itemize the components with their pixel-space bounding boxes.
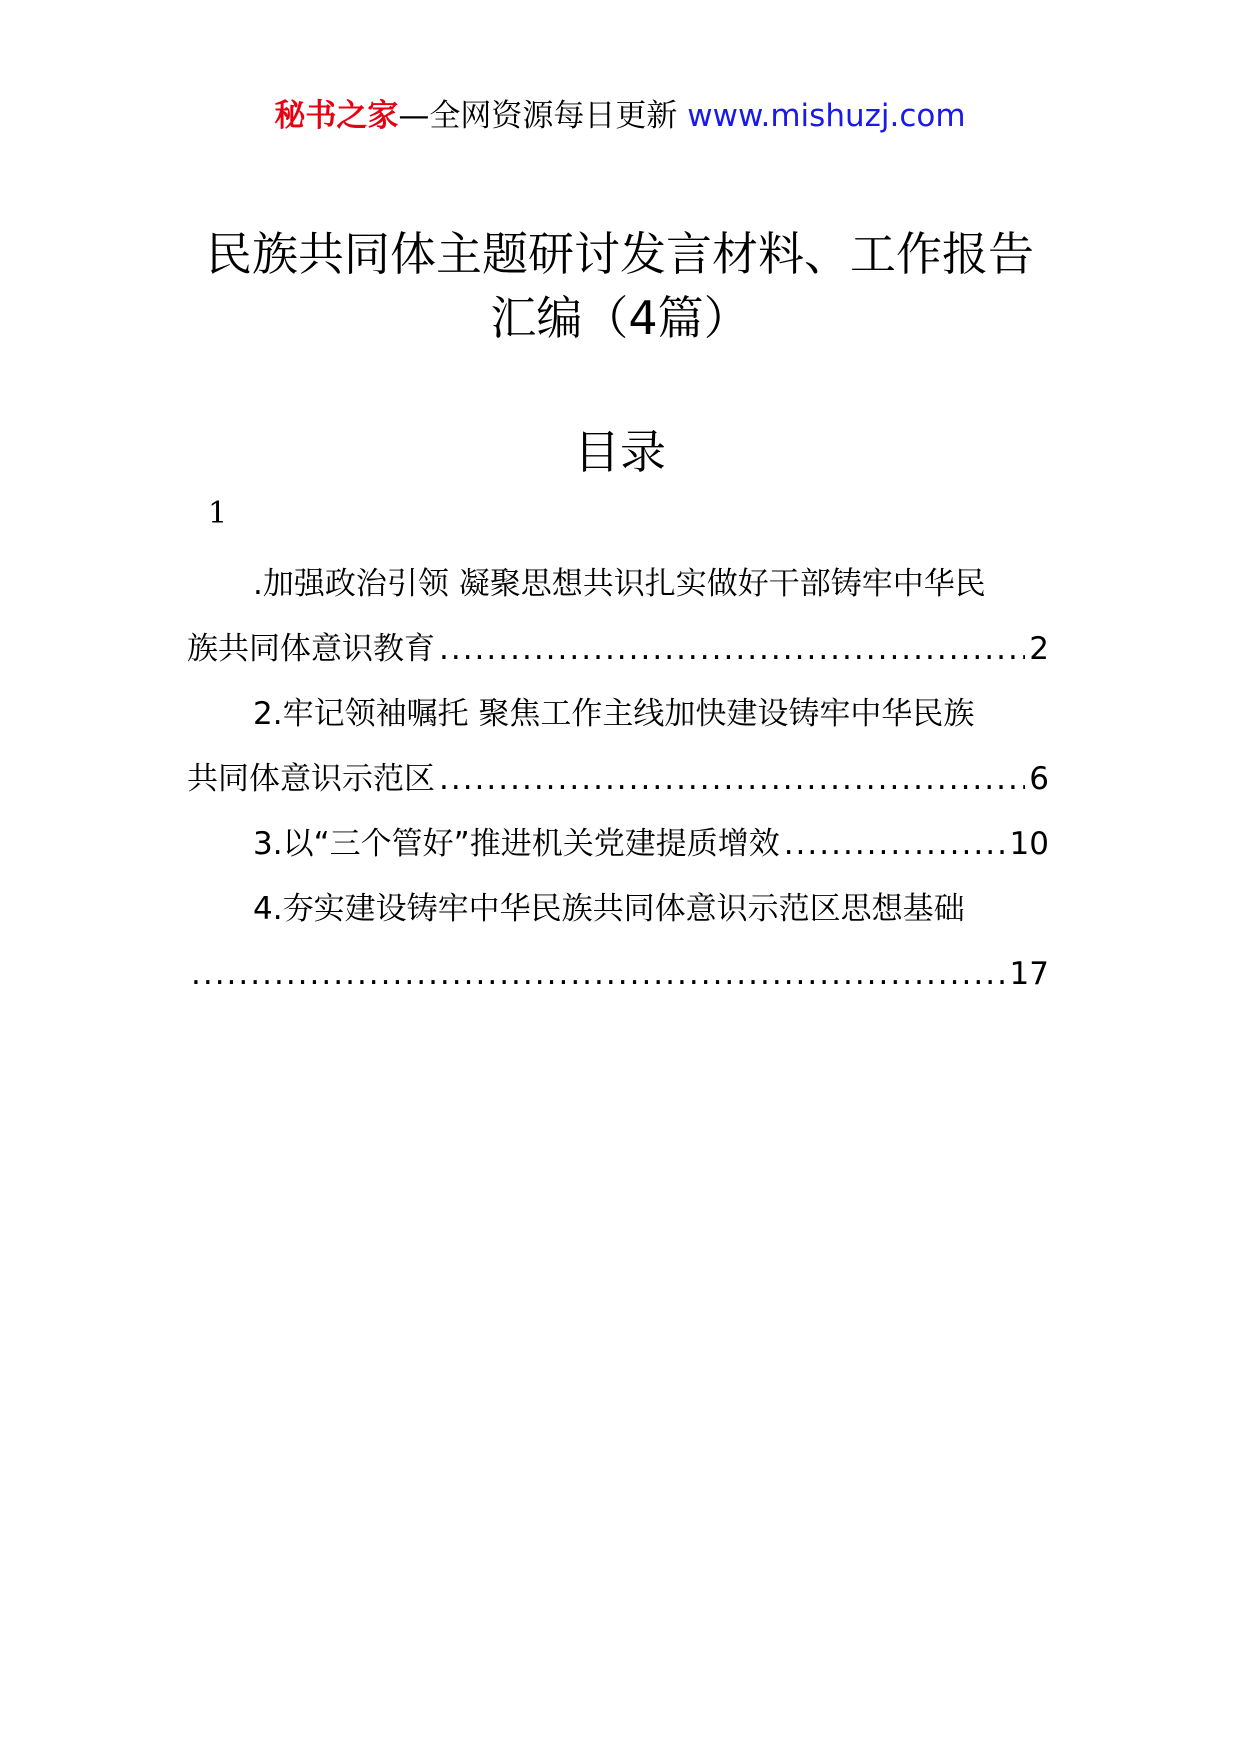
toc-entry-2-continuation[interactable]: [187, 747, 1049, 812]
toc-leader-dots: [439, 617, 1025, 682]
toc-leader-dots: [784, 812, 1006, 877]
toc-entry-2[interactable]: [187, 682, 1049, 747]
toc-entry-3[interactable]: [187, 812, 1049, 877]
site-url-link[interactable]: www.mishuzj.com: [687, 98, 966, 134]
table-of-contents: [187, 552, 1049, 1007]
toc-entry-4-continuation[interactable]: [187, 942, 1049, 1007]
toc-entry-1-page: 2: [1029, 631, 1049, 667]
toc-leader-dots: [191, 942, 1006, 1007]
toc-leader-dots: [439, 747, 1025, 812]
toc-stray-number: 1: [208, 496, 228, 531]
document-title-line-2: 汇编（4篇）: [490, 291, 750, 345]
toc-entry-4[interactable]: [187, 877, 1049, 942]
toc-entry-4-line-1: 4.夯实建设铸牢中华民族共同体意识示范区思想基础: [253, 891, 965, 927]
toc-entry-4-page: 17: [1009, 956, 1049, 992]
document-title-line-1: 民族共同体主题研讨发言材料、工作报告: [206, 227, 1034, 281]
toc-entry-2-line-1: 2.牢记领袖嘱托 聚焦工作主线加快建设铸牢中华民族: [253, 696, 975, 732]
document-title: [140, 222, 1100, 350]
toc-entry-1-line-1: .加强政治引领 凝聚思想共识扎实做好干部铸牢中华民: [253, 566, 986, 602]
toc-heading: 目录: [574, 425, 666, 479]
toc-entry-2-line-2: 共同体意识示范区: [187, 761, 435, 797]
toc-entry-1-line-2: 族共同体意识教育: [187, 631, 435, 667]
toc-entry-1[interactable]: [187, 552, 1049, 617]
toc-entry-3-line-1: 3.以“三个管好”推进机关党建提质增效: [253, 826, 780, 862]
brand-name: 秘书之家: [274, 98, 399, 134]
toc-entry-1-continuation[interactable]: [187, 617, 1049, 682]
toc-entry-3-page: 10: [1009, 826, 1049, 862]
toc-entry-2-page: 6: [1029, 761, 1049, 797]
site-header-banner: [0, 96, 1240, 136]
header-slogan: —全网资源每日更新: [398, 98, 678, 134]
